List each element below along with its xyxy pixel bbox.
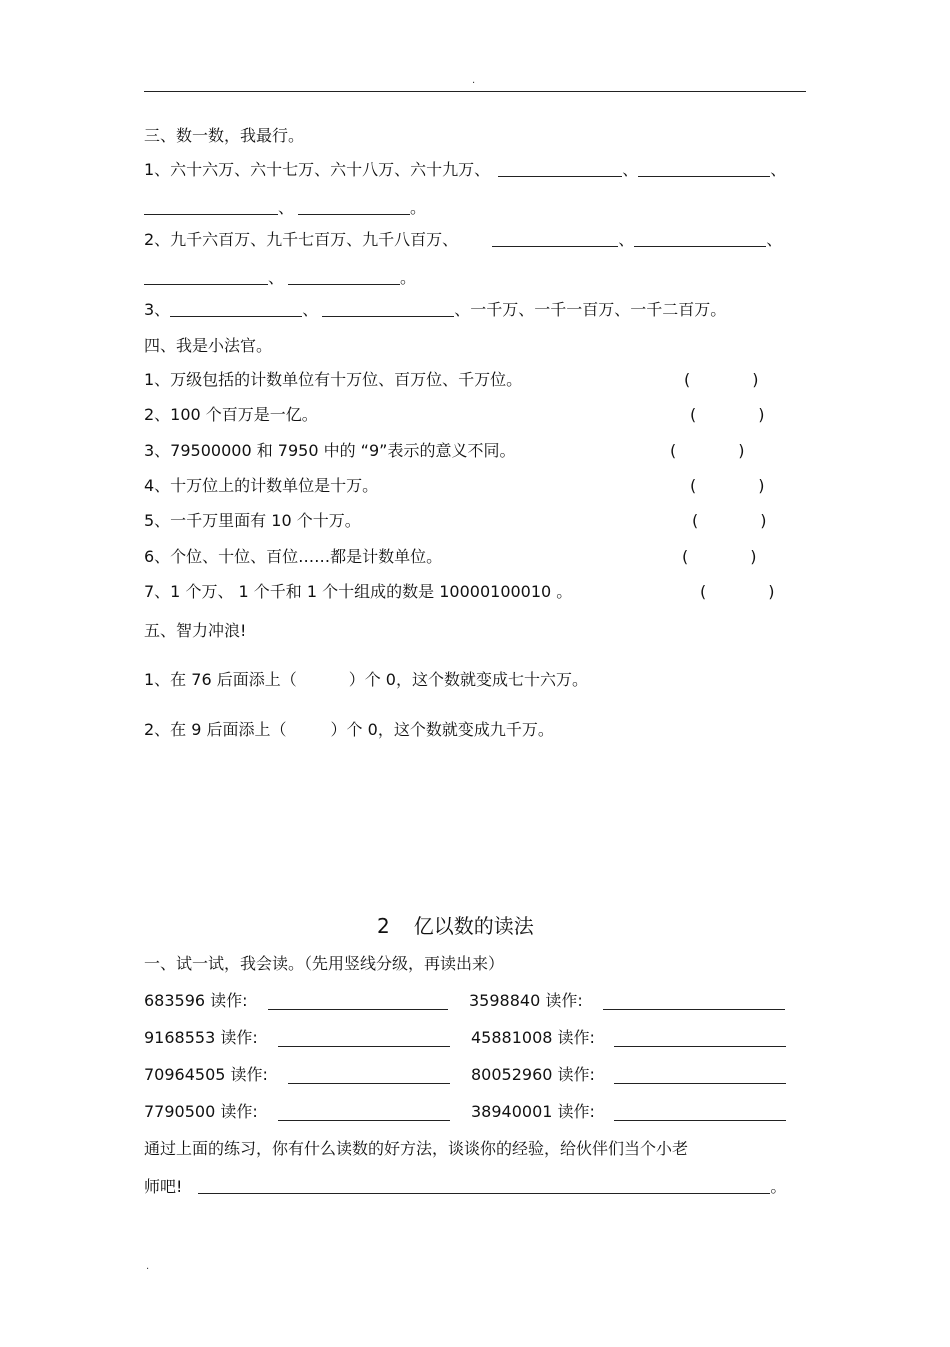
section3-q1-cont bbox=[144, 198, 426, 218]
section3-q1-text: 1、六十六万、六十七万、六十八万、六十九万、 bbox=[144, 160, 491, 179]
closing-line-2 bbox=[144, 1177, 786, 1197]
number-to-read: 7790500 bbox=[144, 1102, 216, 1121]
closing-prompt: 师吧! bbox=[144, 1177, 183, 1196]
number-to-read: 45881008 bbox=[471, 1028, 553, 1047]
section5-heading: 五、智力冲浪! bbox=[144, 621, 247, 640]
reading-answer-blank[interactable] bbox=[614, 1067, 786, 1084]
number-to-read: 38940001 bbox=[471, 1102, 553, 1121]
reading-answer-blank[interactable] bbox=[268, 993, 448, 1010]
section3-heading: 三、数一数，我最行。 bbox=[144, 126, 305, 145]
separator: 、 bbox=[618, 230, 635, 249]
judge-answer-box[interactable]: ( ) bbox=[684, 370, 759, 389]
lesson-title-text: 亿以数的读法 bbox=[413, 914, 534, 938]
judge-answer-box[interactable]: ( ) bbox=[670, 441, 745, 460]
judge-answer-box[interactable]: ( ) bbox=[692, 511, 767, 530]
read-item: 9168553 读作: bbox=[144, 1028, 258, 1047]
answer-blank[interactable] bbox=[298, 198, 410, 215]
answer-blank[interactable] bbox=[288, 268, 400, 285]
section5-q1-after: ）个 0，这个数就变成七十六万。 bbox=[348, 670, 588, 689]
number-to-read: 683596 bbox=[144, 991, 206, 1010]
answer-blank[interactable] bbox=[498, 160, 622, 177]
judge-item: 5、一千万里面有 10 个十万。 bbox=[144, 511, 361, 530]
separator: 、 bbox=[766, 230, 783, 249]
separator: 、 bbox=[622, 160, 639, 179]
answer-blank[interactable] bbox=[634, 230, 766, 247]
number-to-read: 80052960 bbox=[471, 1065, 553, 1084]
separator: 、 bbox=[278, 198, 295, 217]
closing-line-1: 通过上面的练习，你有什么读数的好方法，谈谈你的经验，给伙伴们当个小老 bbox=[144, 1139, 689, 1158]
judge-item: 3、79500000 和 7950 中的 “9”表示的意义不同。 bbox=[144, 441, 516, 460]
judge-item: 6、个位、十位、百位……都是计数单位。 bbox=[144, 547, 443, 566]
reading-answer-blank[interactable] bbox=[288, 1067, 450, 1084]
reading-answer-blank[interactable] bbox=[603, 993, 785, 1010]
answer-blank[interactable] bbox=[492, 230, 618, 247]
read-item: 38940001 读作: bbox=[471, 1102, 595, 1121]
section3-q3-prefix: 3、 bbox=[144, 300, 171, 319]
judge-item: 1、万级包括的计数单位有十万位、百万位、千万位。 bbox=[144, 370, 523, 389]
section5-q1 bbox=[144, 670, 588, 690]
answer-blank[interactable] bbox=[144, 268, 268, 285]
period: 。 bbox=[770, 1177, 787, 1196]
judge-answer-box[interactable]: ( ) bbox=[690, 405, 765, 424]
lesson-number: 2 bbox=[377, 914, 390, 938]
read-item: 70964505 读作: bbox=[144, 1065, 268, 1084]
answer-blank[interactable] bbox=[322, 300, 454, 317]
section5-q2 bbox=[144, 720, 554, 740]
separator: 、 bbox=[268, 268, 285, 287]
section3-q2-text: 2、九千六百万、九千七百万、九千八百万、 bbox=[144, 230, 459, 249]
section3-q2 bbox=[144, 230, 782, 250]
footer-mark: . bbox=[146, 1261, 150, 1272]
answer-blank[interactable] bbox=[170, 300, 302, 317]
separator: 、 bbox=[302, 300, 319, 319]
judge-answer-box[interactable]: ( ) bbox=[700, 582, 775, 601]
number-to-read: 9168553 bbox=[144, 1028, 216, 1047]
section5-q1-before: 1、在 76 后面添上（ bbox=[144, 670, 297, 689]
lesson-title bbox=[377, 914, 534, 938]
answer-blank[interactable] bbox=[638, 160, 770, 177]
header-rule bbox=[144, 91, 806, 92]
period: 。 bbox=[400, 268, 417, 287]
judge-answer-box[interactable]: ( ) bbox=[690, 476, 765, 495]
judge-item: 7、1 个万、 1 个千和 1 个十组成的数是 10000100010 。 bbox=[144, 582, 573, 601]
section4-heading: 四、我是小法官。 bbox=[144, 336, 273, 355]
header-mark: . bbox=[472, 75, 476, 86]
reading-answer-blank[interactable] bbox=[614, 1104, 786, 1121]
reading-answer-blank[interactable] bbox=[614, 1030, 786, 1047]
section3-q1 bbox=[144, 160, 786, 180]
answer-blank[interactable] bbox=[144, 198, 278, 215]
section3-q3 bbox=[144, 300, 726, 320]
judge-answer-box[interactable]: ( ) bbox=[682, 547, 757, 566]
read-item: 7790500 读作: bbox=[144, 1102, 258, 1121]
judge-item: 4、十万位上的计数单位是十万。 bbox=[144, 476, 379, 495]
read-item: 683596 读作: bbox=[144, 991, 248, 1010]
reading-answer-blank[interactable] bbox=[278, 1104, 450, 1121]
experience-answer-blank[interactable] bbox=[198, 1177, 770, 1194]
section5-q2-before: 2、在 9 后面添上（ bbox=[144, 720, 287, 739]
read-item: 80052960 读作: bbox=[471, 1065, 595, 1084]
number-to-read: 3598840 bbox=[469, 991, 541, 1010]
judge-item: 2、100 个百万是一亿。 bbox=[144, 405, 318, 424]
section3-q2-cont bbox=[144, 268, 416, 288]
section5-q2-after: ）个 0，这个数就变成九千万。 bbox=[330, 720, 554, 739]
read-item: 3598840 读作: bbox=[469, 991, 583, 1010]
separator: 、 bbox=[770, 160, 787, 179]
number-to-read: 70964505 bbox=[144, 1065, 226, 1084]
reading-answer-blank[interactable] bbox=[278, 1030, 450, 1047]
lesson-heading: 一、试一试，我会读。（先用竖线分级，再读出来） bbox=[144, 954, 505, 973]
period: 。 bbox=[410, 198, 427, 217]
section3-q3-suffix: 、一千万、一千一百万、一千二百万。 bbox=[454, 300, 727, 319]
read-item: 45881008 读作: bbox=[471, 1028, 595, 1047]
